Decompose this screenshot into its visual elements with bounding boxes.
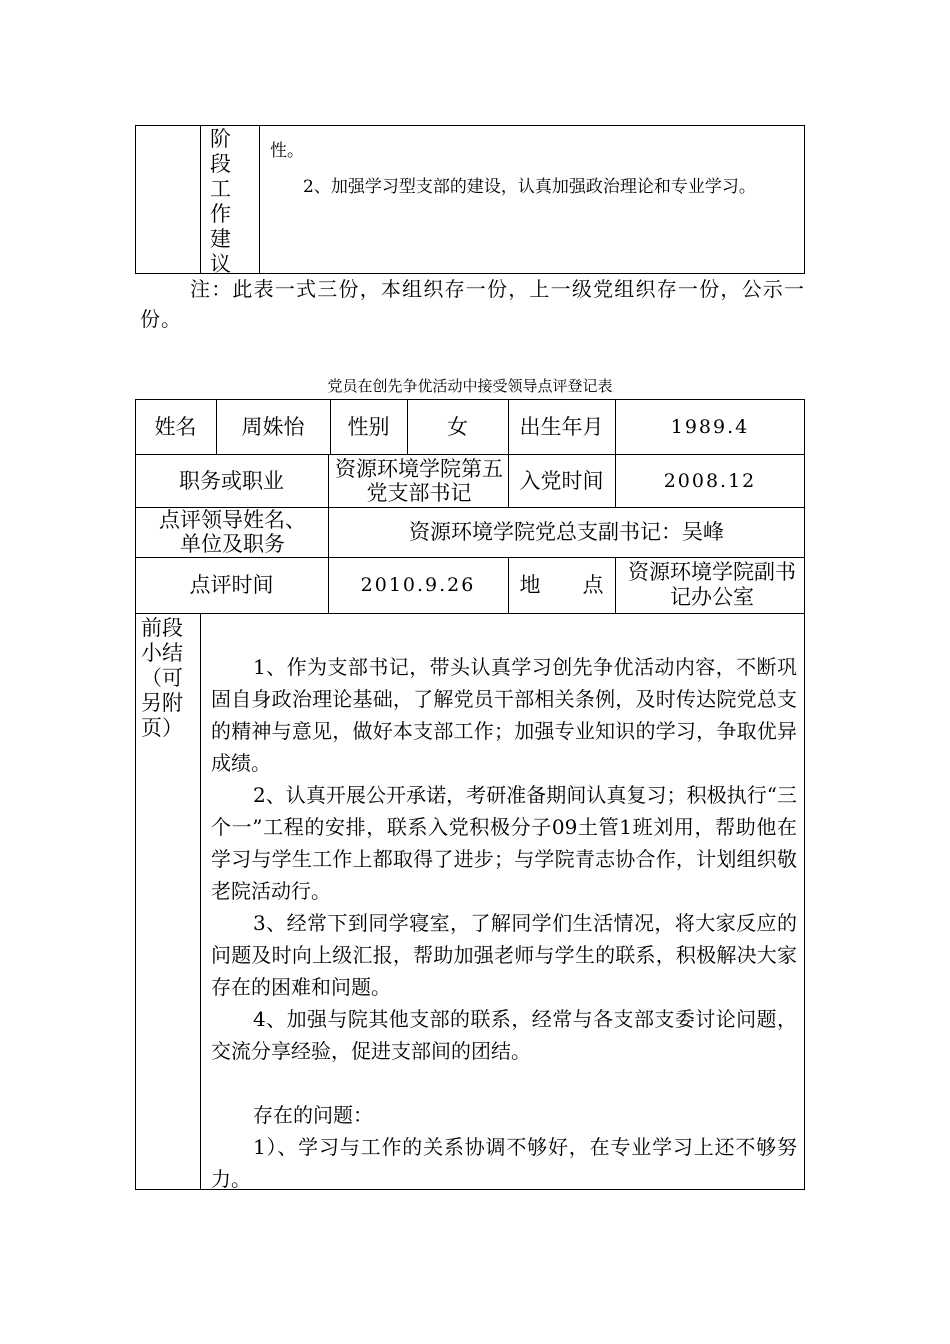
gender-label: 性别 — [347, 414, 390, 439]
col-divider — [328, 454, 329, 507]
col-divider — [200, 613, 201, 1190]
top-text-line-1: 性。 — [270, 141, 304, 161]
row-divider — [135, 613, 805, 614]
birth-value: 1989.4 — [670, 415, 750, 438]
top-table-divider — [200, 125, 201, 274]
gender-value: 女 — [447, 414, 468, 439]
name-label: 姓名 — [154, 414, 197, 439]
problem-item-1: 1）、学习与工作的关系协调不够好，在专业学习上还不够努力。 — [211, 1135, 797, 1191]
birth-label: 出生年月 — [519, 414, 604, 439]
summary-content — [211, 651, 797, 1195]
note: 注：此表一式三份，本组织存一份，上一级党组织存一份，公示一份。 — [140, 277, 805, 331]
problems-heading: 存在的问题： — [253, 1103, 373, 1127]
name-value: 周姝怡 — [241, 414, 305, 439]
top-table-divider — [259, 125, 260, 274]
summary-paragraph-2: 2、认真开展公开承诺，考研准备期间认真复习；积极执行“三个一”工程的安排，联系入党积极分子09土管1班刘用，帮助他在学习与学生工作上都取得了进步；与学院青志协合作，计划组织敬老院活动行。 — [211, 783, 797, 903]
join-label: 入党时间 — [519, 468, 604, 493]
summary-label: 前段小结（可另附页） — [141, 616, 183, 740]
position-value: 资源环境学院第五党支部书记 — [335, 456, 503, 505]
time-value: 2010.9.26 — [360, 574, 476, 596]
join-value: 2008.12 — [663, 469, 757, 492]
stage-label: 阶段工作建议 — [210, 127, 231, 276]
leader-value: 资源环境学院党总支副书记：吴峰 — [409, 520, 724, 544]
position-label: 职务或职业 — [179, 468, 284, 493]
summary-paragraph-4: 4、加强与院其他支部的联系，经常与各支部支委讨论问题，交流分享经验，促进支部间的团结。 — [211, 1007, 797, 1063]
col-divider — [615, 557, 616, 613]
leader-label: 点评领导姓名、单位及职务 — [159, 508, 306, 556]
summary-paragraph-1: 1、作为支部书记，带头认真学习创先争优活动内容，不断巩固自身政治理论基础，了解党员干部相关条例，及时传达院党总支的精神与意见，做好本支部工作；加强专业知识的学习，争取优异成绩。 — [211, 655, 797, 775]
place-label: 地 点 — [519, 573, 604, 597]
time-label: 点评时间 — [189, 573, 274, 597]
top-text-line-2: 2、加强学习型支部的建设，认真加强政治理论和专业学习。 — [303, 177, 756, 197]
summary-paragraph-3: 3、经常下到同学寝室，了解同学们生活情况，将大家反应的问题及时向上级汇报，帮助加强老师与学生的联系，积极解决大家存在的困难和问题。 — [211, 911, 797, 999]
place-value: 资源环境学院副书记办公室 — [628, 560, 796, 609]
form-title: 党员在创先争优活动中接受领导点评登记表 — [327, 377, 613, 395]
